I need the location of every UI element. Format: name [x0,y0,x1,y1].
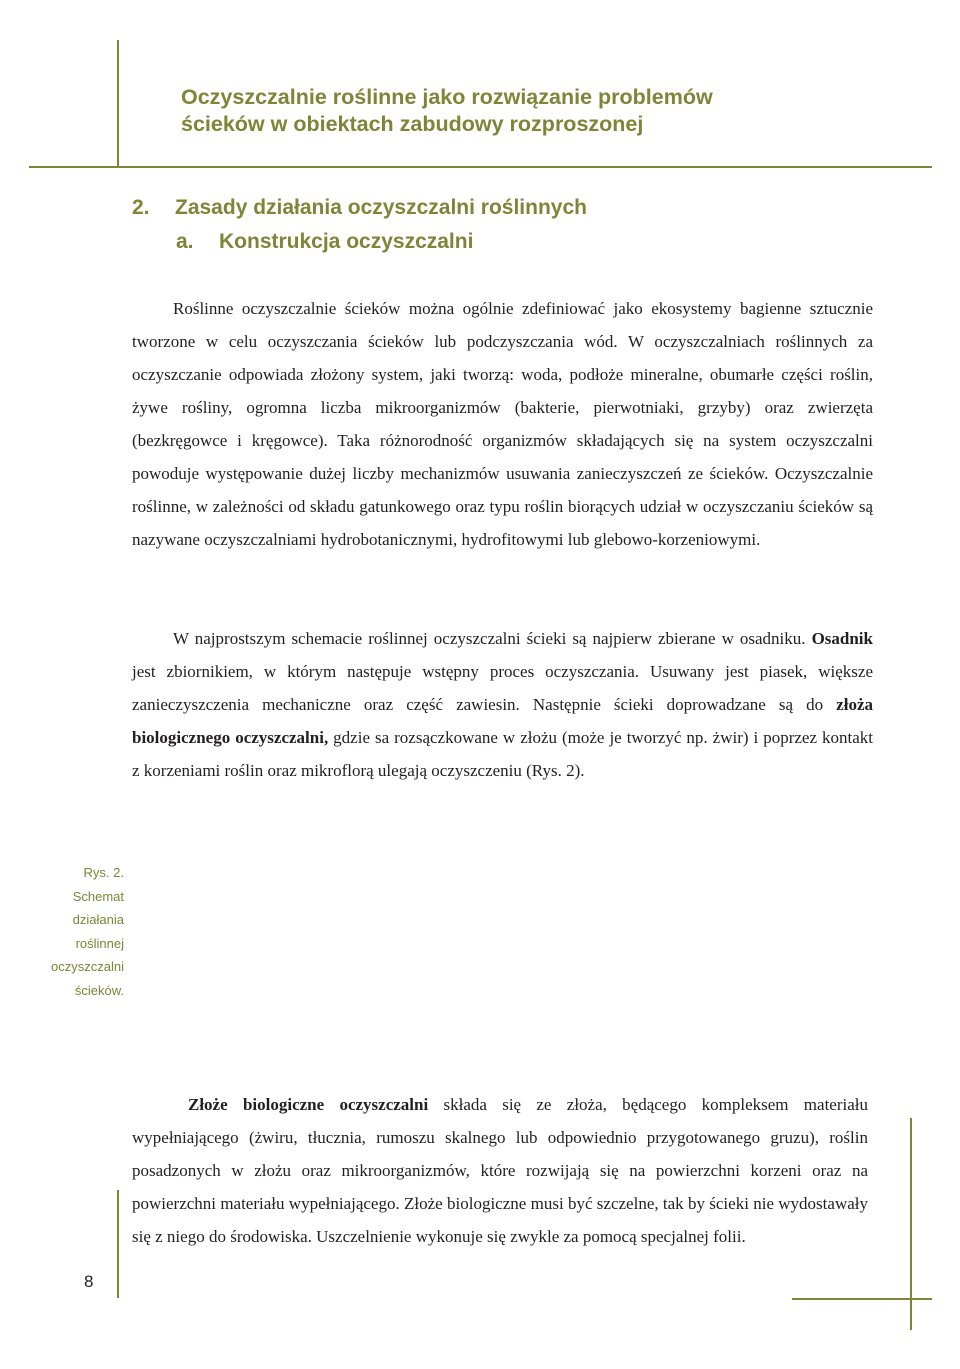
term-osadnik: Osadnik [811,629,873,648]
caption-line: Rys. 2. [83,865,124,880]
paragraph-definition [132,292,873,556]
section-heading [132,196,587,220]
subsection-letter: a. [176,230,194,253]
caption-line: ścieków. [74,982,124,998]
frame-horizontal-top [29,166,932,168]
caption-line: działania [72,912,124,927]
subsection-heading [176,230,473,254]
document-title [181,84,881,138]
frame-vertical-bottom-left [117,1190,119,1298]
section-number: 2. [132,196,150,219]
paragraph-definition-text: Roślinne oczyszczalnie ścieków można ogólnie zdefiniować jako ekosystemy bagienne sztucznie tworzone w celu oczyszczania ścieków lub podczyszczania wód. W oczyszczalniach roślinnych za oczyszczanie odpowiada złożony system, jaki tworzą: woda, podłoże mineralne, obumarłe części roślin, żywe rośliny, ogromna liczba mikroorganizmów (bakterie, pierwotniaki, grzyby) oraz zwierzęta (bezkręgowce i kręgowce). Taka różnorodność organizmów składających się na system oczyszczalni powoduje występowanie dużej liczby mechanizmów usuwania zanieczyszczeń ze ścieków. Oczyszczalnie roślinne, w zależności od składu gatunkowego oraz typu roślin biorących udział w oczyszczaniu ścieków są nazywane oczyszczalniami hydrobotanicznymi, hydrofitowymi lub glebowo-korzeniowymi. [132,299,873,549]
paragraph-schema-text-2: jest zbiornikiem, w którym następuje wstępny proces oczyszczania. Usuwany jest piasek, większe zanieczyszczenia mechaniczne oraz część zawiesin. Następnie ścieki doprowadzane są do [132,662,873,714]
caption-line: roślinnej [75,935,124,951]
page-number: 8 [84,1272,94,1291]
term-zloze-biologiczne: złoża biologicznego oczyszczalni, [132,695,873,747]
document-title-line-1: Oczyszczalnie roślinne jako rozwiązanie problemów [181,85,713,109]
paragraph-schema-text-3: gdzie sa rozsączkowane w złożu (może je tworzyć np. żwir) i poprzez kontakt z korzeniami roślin oraz mikroflorą ulegają oczyszczeniu (Rys. 2). [132,728,873,780]
figure-caption [38,861,124,1002]
term-zloze-biologiczne-oczyszczalni: Złoże biologiczne oczyszczalni [188,1095,429,1114]
subsection-title: Konstrukcja oczyszczalni [219,230,474,253]
document-title-line-2: ścieków w obiektach zabudowy rozproszonej [181,112,644,136]
paragraph-biological-bed-text: składa się ze złoża, będącego kompleksem materiału wypełniającego (żwiru, tłucznia, rumoszu skalnego lub odpowiednio przygotowanego gruzu), roślin posadzonych w złożu oraz mikroorganizmów, które rozwijają się na powierzchni korzeni oraz na powierzchni materiału wypełniającego. Złoże biologiczne musi być szczelne, tak by ścieki nie wydostawały się z niego do środowiska. Uszczelnienie wykonuje się zwykle za pomocą specjalnej folii. [132,1095,868,1246]
frame-vertical-left [117,40,119,168]
paragraph-biological-bed [132,1088,868,1253]
section-title: Zasady działania oczyszczalni roślinnych [175,196,587,219]
frame-horizontal-bottom [792,1298,932,1300]
paragraph-schema [132,622,873,787]
caption-line: oczyszczalni [51,959,124,974]
caption-line: Schemat [72,888,124,904]
paragraph-schema-text-1: W najprostszym schemacie roślinnej oczyszczalni ścieki są najpierw zbierane w osadniku. [173,629,812,648]
